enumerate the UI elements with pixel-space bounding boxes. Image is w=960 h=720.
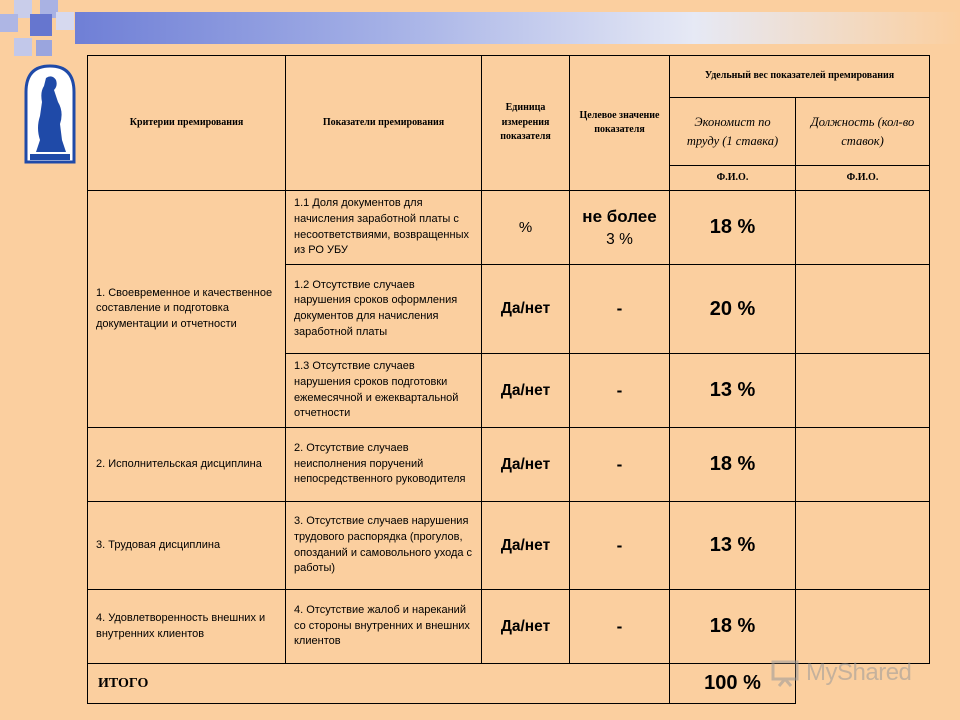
indicator-cell: 1.3 Отсутствие случаев нарушения сроков подготовки ежемесячной и ежеквартальной отчетности (286, 354, 482, 428)
deco-square (30, 14, 52, 36)
criterion-cell: 3. Трудовая дисциплина (88, 502, 286, 590)
target-cell (570, 191, 670, 265)
indicator-cell: 1.1 Доля документов для начисления заработной платы с несоответствиями, возвращенных из РО УБУ (286, 191, 482, 265)
target-cell: - (570, 265, 670, 354)
weight-cell: 18 % (670, 191, 796, 265)
criterion-cell: 1. Своевременное и качественное составление и подготовка документации и отчетности (88, 191, 286, 428)
target-line-2: 3 % (606, 230, 633, 248)
header-fio-1: Ф.И.О. (670, 166, 796, 191)
empty-cell (796, 354, 930, 428)
deco-gradient-strip (75, 12, 960, 44)
header-unit: Единица измерения показателя (482, 56, 570, 191)
target-cell: - (570, 428, 670, 502)
target-line-1: не более (582, 206, 657, 226)
indicator-cell: 2. Отсутствие случаев неисполнения поручений непосредственного руководителя (286, 428, 482, 502)
indicator-cell: 3. Отсутствие случаев нарушения трудового распорядка (прогулов, опозданий и самовольного ухода с работы) (286, 502, 482, 590)
table-row (88, 428, 930, 502)
watermark-text: MyShared (806, 659, 912, 686)
header-row (88, 56, 930, 98)
deco-square (0, 14, 18, 32)
target-cell: - (570, 502, 670, 590)
empty-cell (796, 191, 930, 265)
indicator-cell: 1.2 Отсутствие случаев нарушения сроков оформления документов для начисления заработной платы (286, 265, 482, 354)
empty-cell (796, 664, 930, 704)
criterion-cell: 4. Удовлетворенность внешних и внутренних клиентов (88, 590, 286, 664)
weight-cell: 13 % (670, 354, 796, 428)
total-row (88, 664, 930, 704)
bonus-criteria-table (87, 55, 930, 704)
weight-cell: 18 % (670, 590, 796, 664)
header-criteria: Критерии премирования (88, 56, 286, 191)
empty-cell (796, 590, 930, 664)
indicator-cell: 4. Отсутствие жалоб и нареканий со стороны внутренних и внешних клиентов (286, 590, 482, 664)
header-indicators: Показатели премирования (286, 56, 482, 191)
deco-square (56, 12, 74, 30)
unit-cell: Да/нет (482, 502, 570, 590)
total-label: ИТОГО (88, 664, 670, 704)
table-row (88, 590, 930, 664)
header-target: Целевое значение показателя (570, 56, 670, 191)
header-weight-group: Удельный вес показателей премирования (670, 56, 930, 98)
weight-cell: 18 % (670, 428, 796, 502)
statue-logo-icon (22, 62, 78, 166)
empty-cell (796, 502, 930, 590)
unit-cell: Да/нет (482, 265, 570, 354)
header-fio-2: Ф.И.О. (796, 166, 930, 191)
weight-cell: 20 % (670, 265, 796, 354)
unit-cell: Да/нет (482, 590, 570, 664)
deco-square (14, 38, 32, 56)
header-position: Должность (кол-во ставок) (796, 98, 930, 166)
criterion-cell: 2. Исполнительская дисциплина (88, 428, 286, 502)
empty-cell (796, 428, 930, 502)
total-value: 100 % (670, 664, 796, 704)
top-decoration (0, 0, 960, 60)
deco-square (36, 40, 52, 56)
unit-cell: Да/нет (482, 354, 570, 428)
header-economist: Экономист по труду (1 ставка) (670, 98, 796, 166)
table-row (88, 191, 930, 265)
target-cell: - (570, 354, 670, 428)
table-row (88, 502, 930, 590)
unit-cell: Да/нет (482, 428, 570, 502)
weight-cell: 13 % (670, 502, 796, 590)
unit-cell: % (482, 191, 570, 265)
target-cell: - (570, 590, 670, 664)
empty-cell (796, 265, 930, 354)
